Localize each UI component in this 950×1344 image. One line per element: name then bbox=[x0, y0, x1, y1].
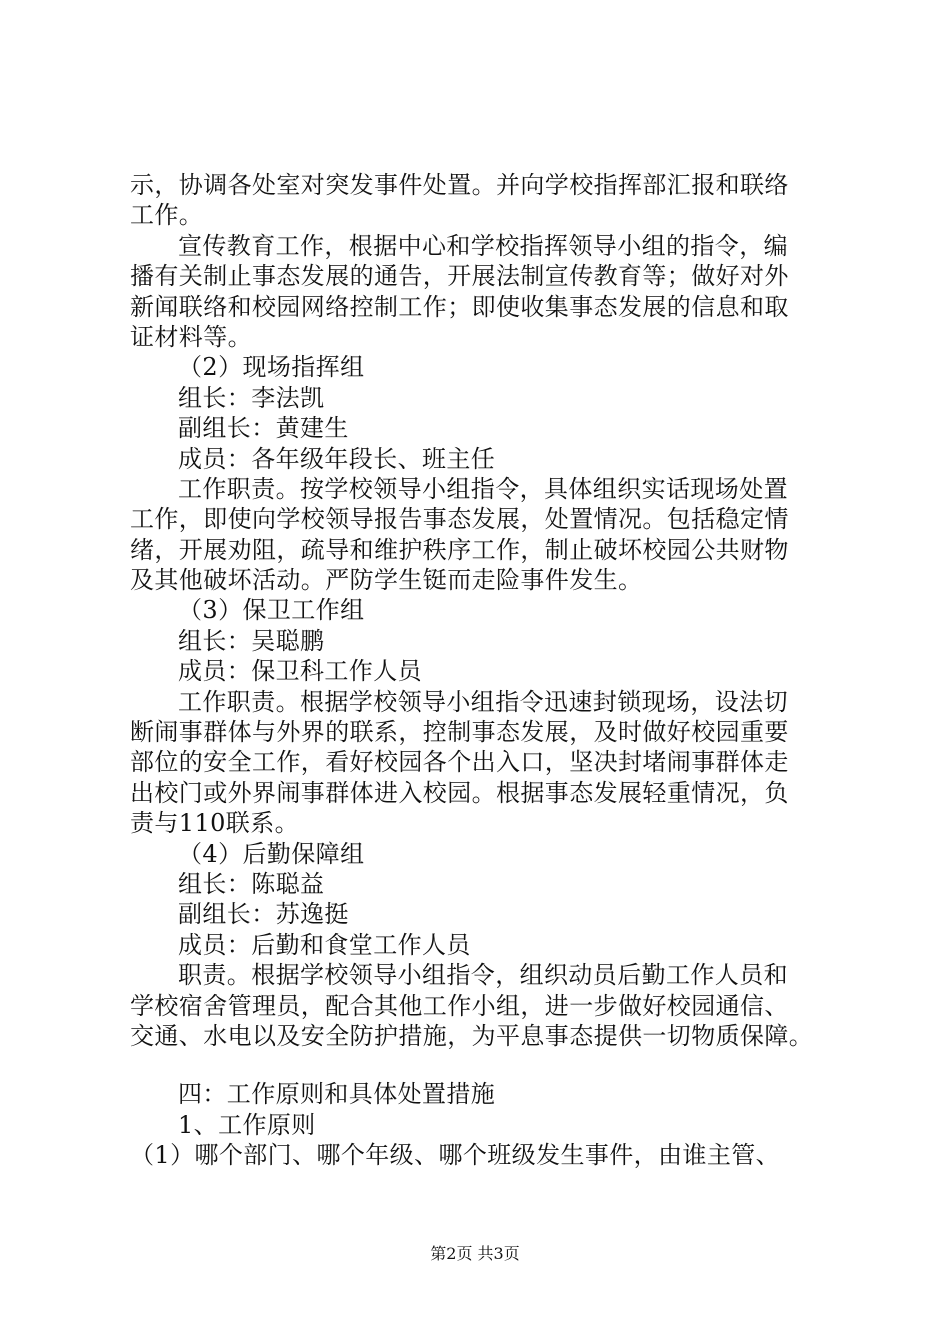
document-body bbox=[130, 170, 830, 1171]
text-line: 绪，开展劝阻，疏导和维护秩序工作，制止破坏校园公共财物 bbox=[130, 535, 789, 564]
text-line: 出校门或外界闹事群体进入校园。根据事态发展轻重情况，负 bbox=[130, 778, 789, 807]
text-line: 及其他破坏活动。严防学生铤而走险事件发生。 bbox=[130, 566, 643, 595]
text-line: 工作，即使向学校领导报告事态发展，处置情况。包括稳定情 bbox=[130, 505, 789, 534]
members-line: 成员：各年级年段长、班主任 bbox=[178, 444, 496, 473]
paragraph-start-line: 宣传教育工作，根据中心和学校指挥领导小组的指令，编 bbox=[178, 231, 788, 260]
text-line: 学校宿舍管理员，配合其他工作小组，进一步做好校园通信、 bbox=[130, 991, 789, 1020]
text-line: 责与110联系。 bbox=[130, 809, 300, 838]
text-line: 证材料等。 bbox=[130, 322, 252, 351]
text-line: 部位的安全工作，看好校园各个出入口，坚决封堵闹事群体走 bbox=[130, 748, 789, 777]
chapter-heading: 四：工作原则和具体处置措施 bbox=[178, 1080, 496, 1109]
group-leader-line: 组长：陈聪益 bbox=[178, 869, 325, 898]
section-heading: （4）后勤保障组 bbox=[178, 839, 365, 868]
text-line: 工作。 bbox=[130, 201, 204, 230]
text-line: 播有关制止事态发展的通告，开展法制宣传教育等；做好对外 bbox=[130, 262, 789, 291]
section-heading: （3）保卫工作组 bbox=[178, 596, 365, 625]
deputy-leader-line: 副组长：黄建生 bbox=[178, 414, 349, 443]
members-line: 成员：保卫科工作人员 bbox=[178, 657, 422, 686]
group-leader-line: 组长：吴聪鹏 bbox=[178, 626, 325, 655]
section-heading: （2）现场指挥组 bbox=[178, 353, 365, 382]
subsection-heading: 1、工作原则 bbox=[178, 1110, 316, 1139]
text-line: （1）哪个部门、哪个年级、哪个班级发生事件，由谁主管、 bbox=[130, 1141, 781, 1170]
paragraph-start-line: 职责。根据学校领导小组指令，组织动员后勤工作人员和 bbox=[178, 961, 788, 990]
text-line: 交通、水电以及安全防护措施，为平息事态提供一切物质保障。 bbox=[130, 1021, 814, 1050]
deputy-leader-line: 副组长：苏逸挺 bbox=[178, 900, 349, 929]
paragraph-start-line: 工作职责。根据学校领导小组指令迅速封锁现场，设法切 bbox=[178, 687, 788, 716]
text-line: 断闹事群体与外界的联系，控制事态发展，及时做好校园重要 bbox=[130, 718, 789, 747]
paragraph-start-line: 工作职责。按学校领导小组指令，具体组织实话现场处置 bbox=[178, 474, 788, 503]
text-line: 新闻联络和校园网络控制工作；即使收集事态发展的信息和取 bbox=[130, 292, 789, 321]
group-leader-line: 组长：李法凯 bbox=[178, 383, 325, 412]
text-line: 示，协调各处室对突发事件处置。并向学校指挥部汇报和联络 bbox=[130, 171, 789, 199]
page-footer: 第2页 共3页 bbox=[430, 1244, 520, 1263]
members-line: 成员：后勤和食堂工作人员 bbox=[178, 930, 471, 959]
